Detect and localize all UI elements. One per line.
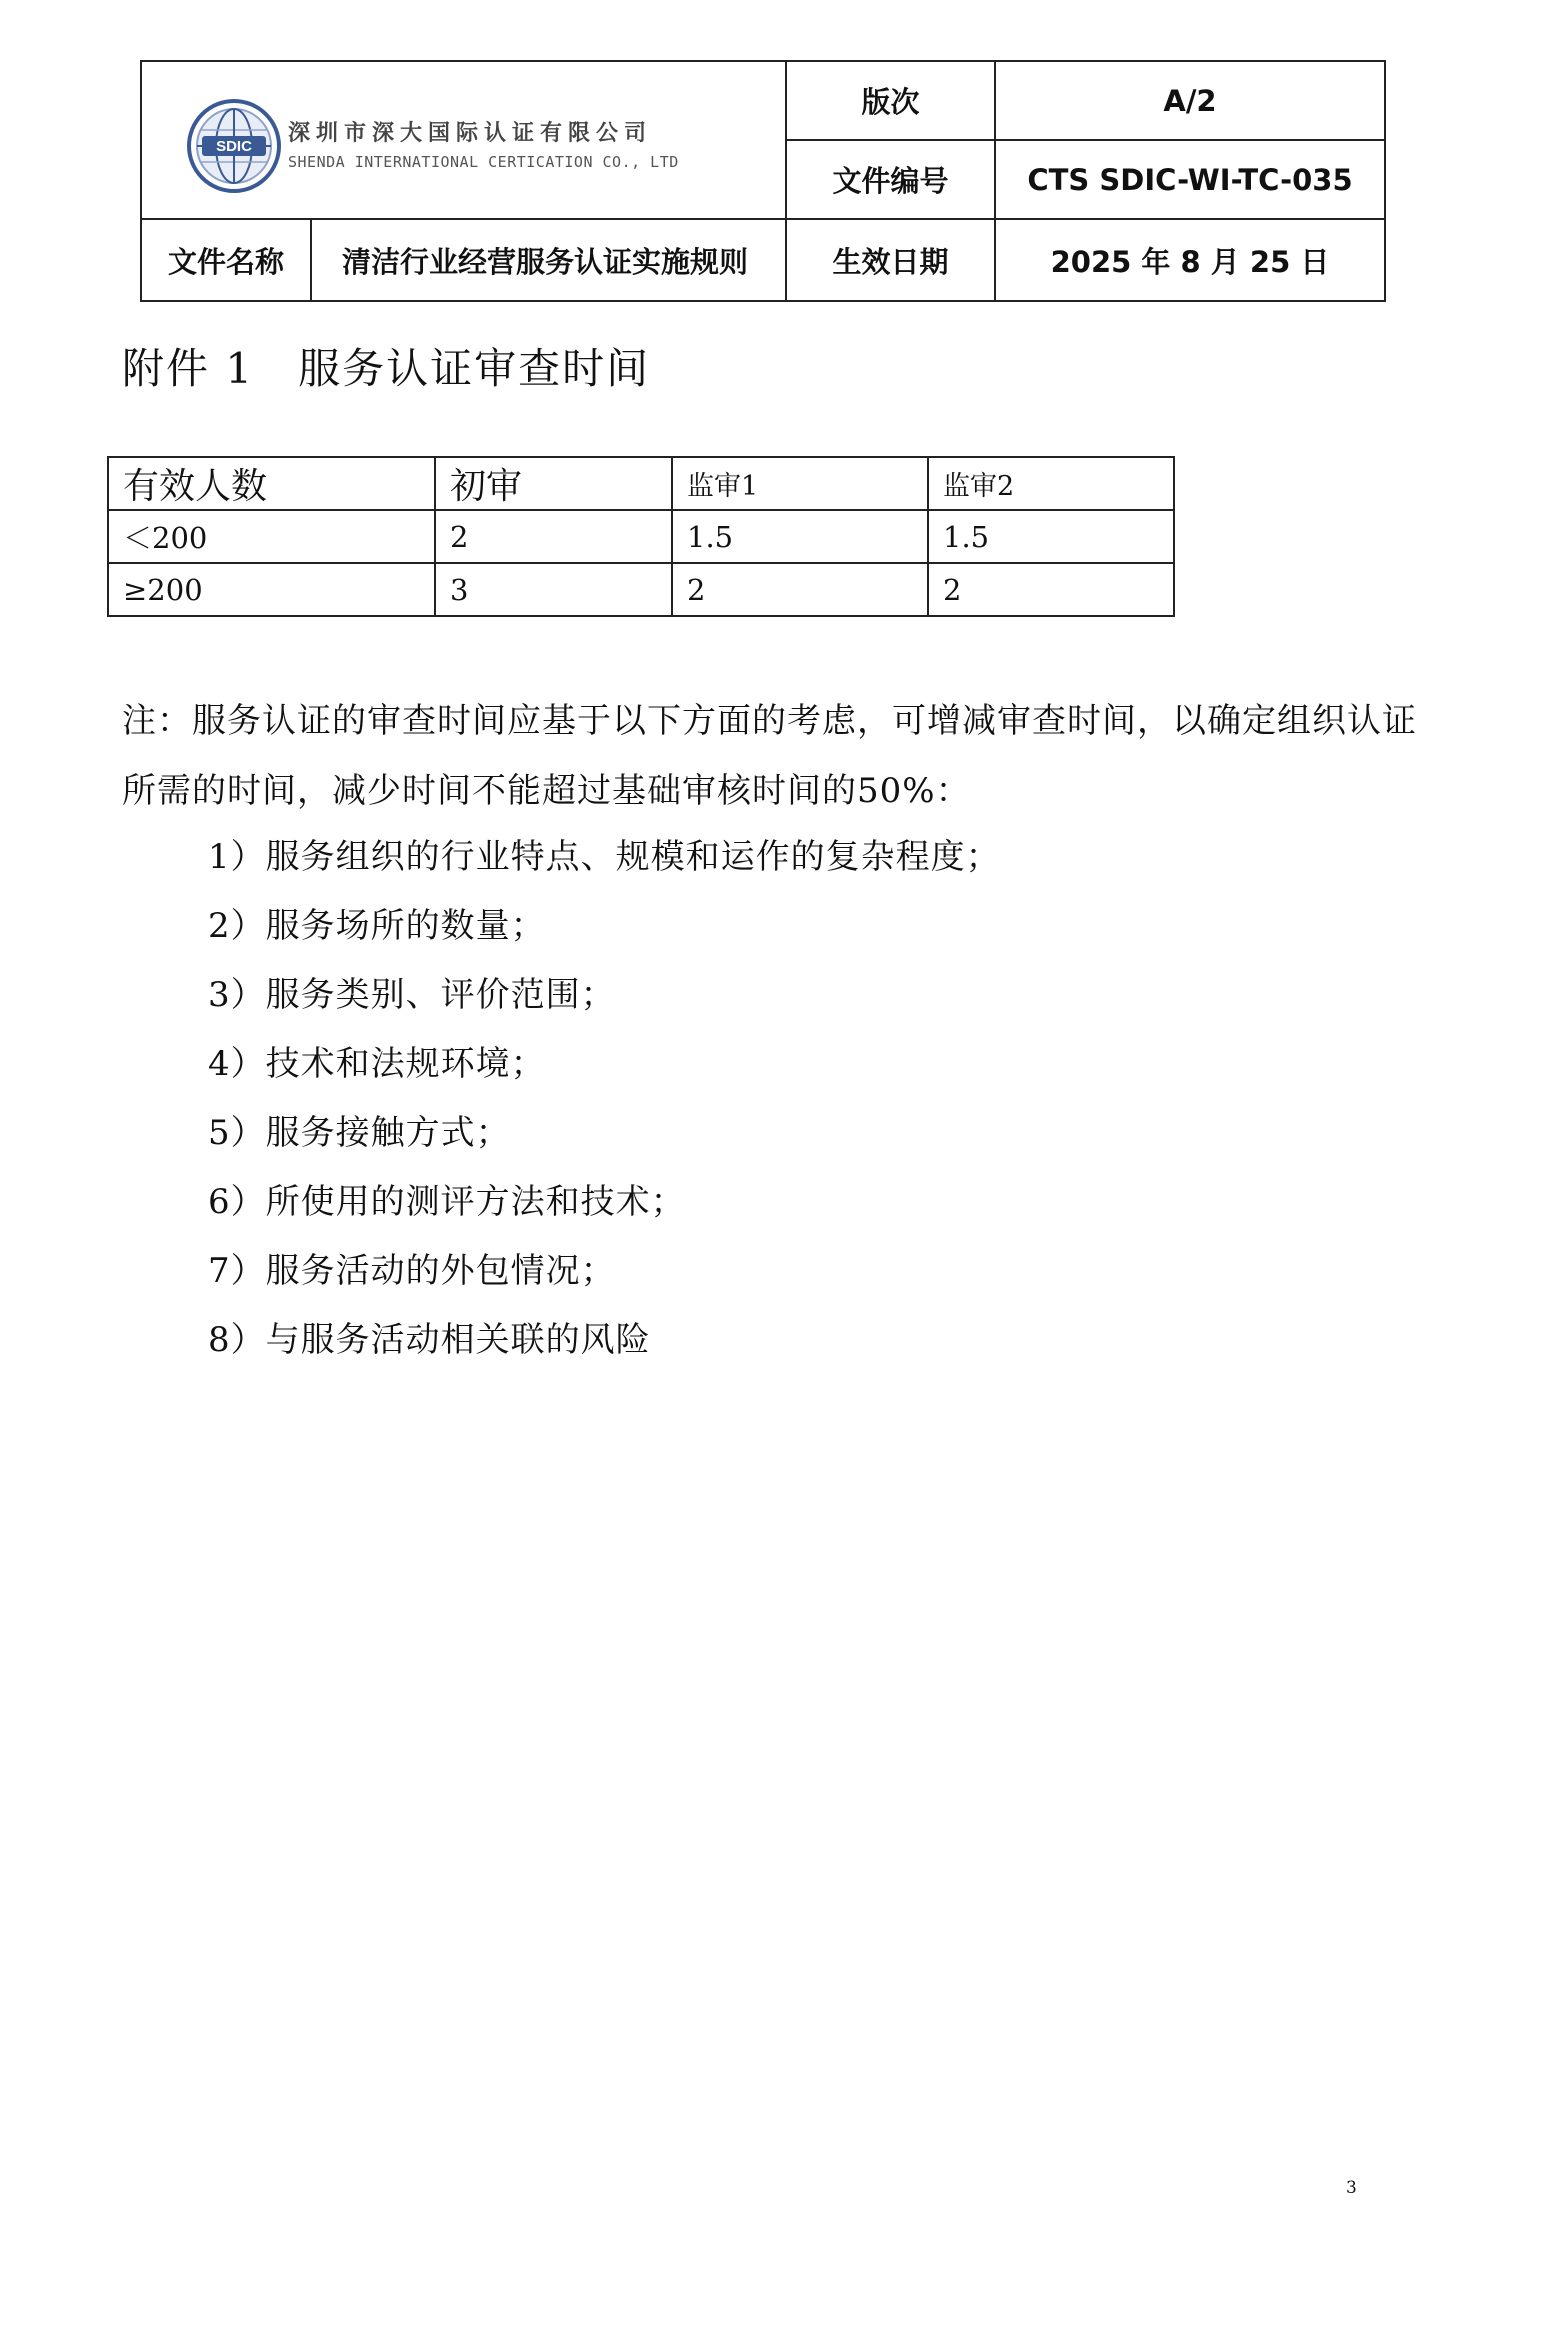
doc-number-value: CTS SDIC-WI-TC-035 xyxy=(995,140,1385,219)
version-value: A/2 xyxy=(995,61,1385,140)
logo-mark-text: SDIC xyxy=(216,138,252,155)
table-header-row xyxy=(108,457,1174,510)
header-surveillance-1: 监审1 xyxy=(672,457,928,510)
sdic-globe-logo-icon xyxy=(186,98,282,194)
effective-date-value: 2025 年 8 月 25 日 xyxy=(995,219,1385,301)
table-cell: 2 xyxy=(435,510,672,563)
company-name-cn: 深圳市深大国际认证有限公司 xyxy=(288,120,653,146)
company-name-en: SHENDA INTERNATIONAL CERTICATION CO., LTD xyxy=(288,152,679,171)
table-cell: ≥200 xyxy=(108,563,435,616)
header-valid-headcount: 有效人数 xyxy=(108,457,435,510)
doc-name-label: 文件名称 xyxy=(141,219,311,301)
list-item: 3）服务类别、评价范围； xyxy=(208,975,616,1015)
doc-name-value: 清洁行业经营服务认证实施规则 xyxy=(311,219,786,301)
table-cell: 1.5 xyxy=(672,510,928,563)
company-logo-cell xyxy=(141,61,786,219)
table-cell: 2 xyxy=(672,563,928,616)
company-logo xyxy=(186,98,679,194)
list-item: 7）服务活动的外包情况； xyxy=(208,1251,616,1291)
table-cell: 1.5 xyxy=(928,510,1174,563)
doc-number-label: 文件编号 xyxy=(786,140,995,219)
attachment-heading: 附件 1 服务认证审查时间 xyxy=(122,344,651,393)
effective-date-label: 生效日期 xyxy=(786,219,995,301)
list-item: 6）所使用的测评方法和技术； xyxy=(208,1182,686,1222)
list-item: 8）与服务活动相关联的风险 xyxy=(208,1320,651,1360)
note-paragraph: 注：服务认证的审查时间应基于以下方面的考虑，可增减审查时间，以确定组织认证所需的时间，减少时间不能超过基础审核时间的50%： xyxy=(122,701,1417,811)
version-label: 版次 xyxy=(786,61,995,140)
table-row xyxy=(108,510,1174,563)
factor-list xyxy=(208,823,1001,1375)
page-number: 3 xyxy=(1346,2178,1357,2198)
list-item: 4）技术和法规环境； xyxy=(208,1044,546,1084)
table-cell: 2 xyxy=(928,563,1174,616)
document-header-table xyxy=(140,60,1386,302)
list-item: 5）服务接触方式； xyxy=(208,1113,511,1153)
table-cell: ＜200 xyxy=(108,510,435,563)
table-cell: 3 xyxy=(435,563,672,616)
audit-time-table xyxy=(107,456,1175,617)
header-surveillance-2: 监审2 xyxy=(928,457,1174,510)
header-initial-audit: 初审 xyxy=(435,457,672,510)
list-item: 2）服务场所的数量； xyxy=(208,906,546,946)
list-item: 1）服务组织的行业特点、规模和运作的复杂程度； xyxy=(208,837,1001,877)
table-row xyxy=(108,563,1174,616)
